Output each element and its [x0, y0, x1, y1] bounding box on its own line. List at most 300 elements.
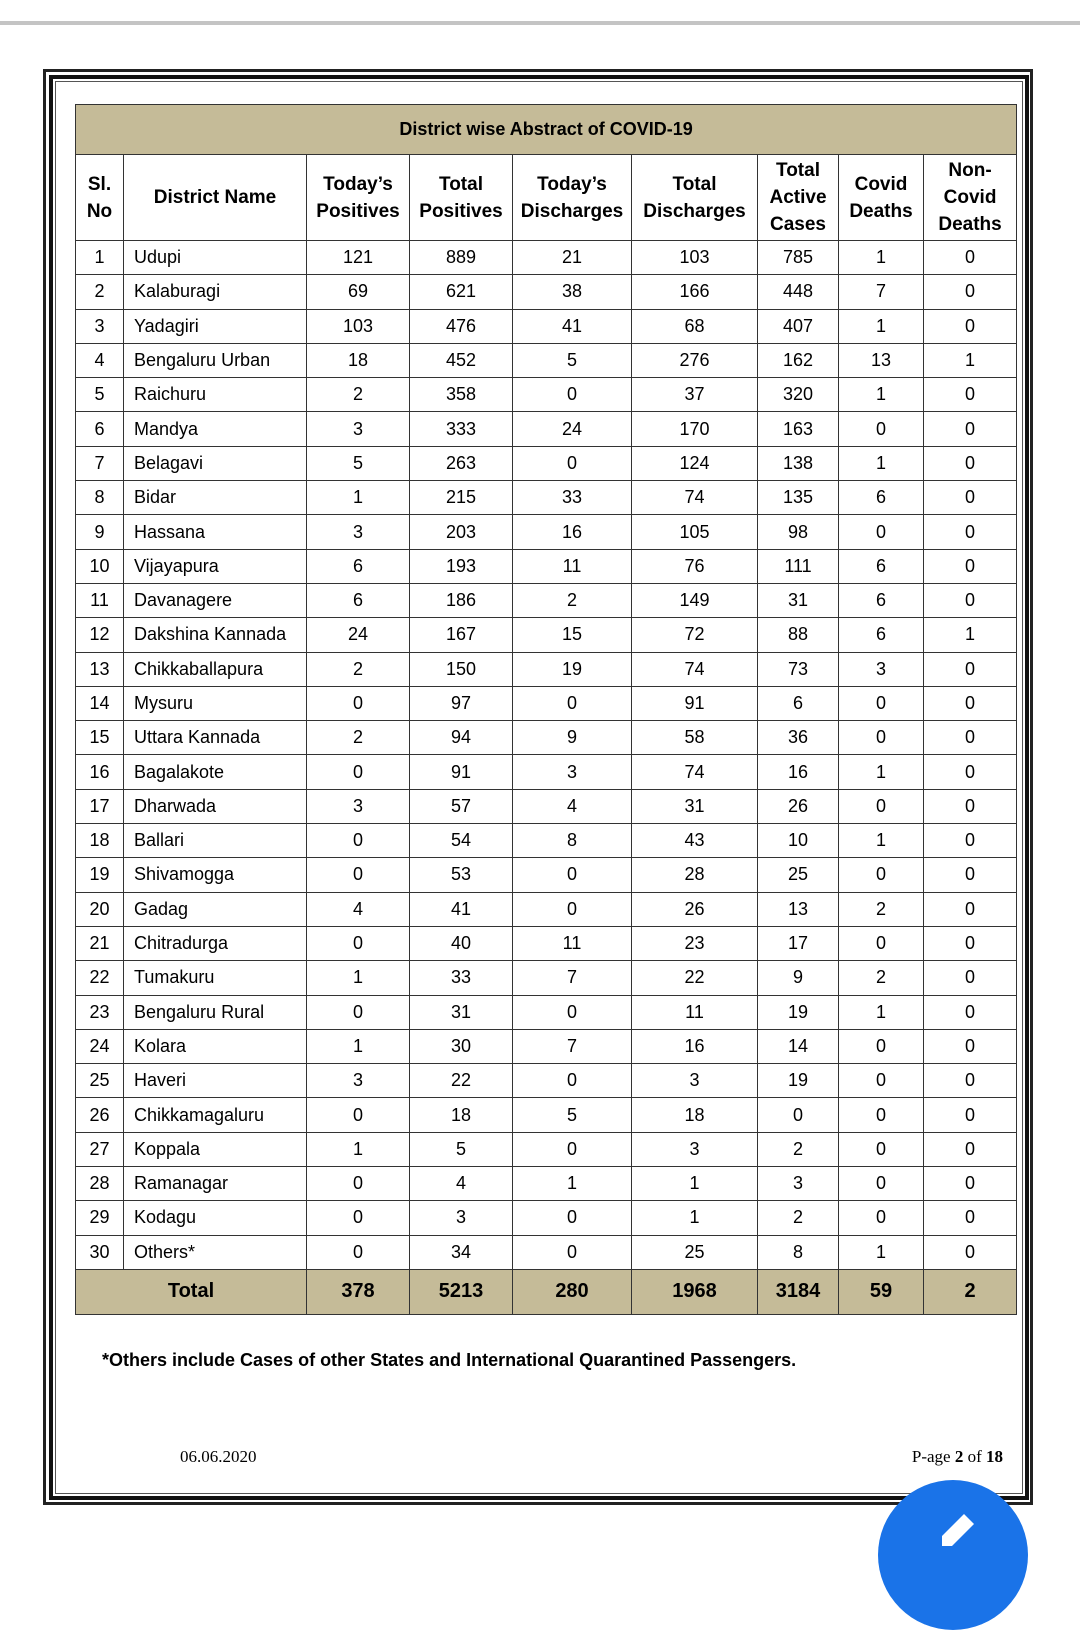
total-value: 280: [513, 1269, 632, 1314]
value-cell: 0: [924, 1064, 1017, 1098]
value-cell: 103: [307, 309, 410, 343]
total-row: [76, 1269, 1017, 1314]
column-header: Today’s Positives: [307, 155, 410, 241]
value-cell: 13: [839, 343, 924, 377]
total-value: 5213: [410, 1269, 513, 1314]
serial-cell: 4: [76, 343, 124, 377]
value-cell: 1: [839, 378, 924, 412]
serial-cell: 12: [76, 618, 124, 652]
value-cell: 163: [758, 412, 839, 446]
total-value: 59: [839, 1269, 924, 1314]
value-cell: 76: [632, 549, 758, 583]
district-cell: Bagalakote: [124, 755, 307, 789]
serial-cell: 17: [76, 789, 124, 823]
value-cell: 0: [513, 1201, 632, 1235]
column-header: Sl. No: [76, 155, 124, 241]
top-divider: [0, 21, 1080, 25]
value-cell: 0: [924, 549, 1017, 583]
page-prefix: P-age: [911, 1447, 955, 1466]
value-cell: 0: [839, 1098, 924, 1132]
value-cell: 33: [513, 481, 632, 515]
column-header: Covid Deaths: [839, 155, 924, 241]
value-cell: 135: [758, 481, 839, 515]
page-current: 2: [954, 1447, 964, 1466]
value-cell: 91: [410, 755, 513, 789]
table-row: [76, 755, 1017, 789]
value-cell: 41: [410, 892, 513, 926]
district-cell: Chitradurga: [124, 926, 307, 960]
value-cell: 0: [839, 926, 924, 960]
value-cell: 0: [513, 858, 632, 892]
value-cell: 3: [307, 412, 410, 446]
value-cell: 121: [307, 241, 410, 275]
value-cell: 69: [307, 275, 410, 309]
value-cell: 15: [513, 618, 632, 652]
district-cell: Ramanagar: [124, 1167, 307, 1201]
value-cell: 0: [839, 721, 924, 755]
value-cell: 57: [410, 789, 513, 823]
table-row: [76, 1132, 1017, 1166]
value-cell: 0: [924, 309, 1017, 343]
district-cell: Hassana: [124, 515, 307, 549]
value-cell: 0: [307, 926, 410, 960]
value-cell: 3: [758, 1167, 839, 1201]
table-row: [76, 995, 1017, 1029]
value-cell: 26: [758, 789, 839, 823]
value-cell: 1: [307, 481, 410, 515]
value-cell: 3: [513, 755, 632, 789]
value-cell: 0: [924, 1132, 1017, 1166]
table-row: [76, 618, 1017, 652]
district-cell: Kolara: [124, 1029, 307, 1063]
value-cell: 0: [307, 995, 410, 1029]
district-cell: Mysuru: [124, 686, 307, 720]
value-cell: 25: [632, 1235, 758, 1269]
table-row: [76, 275, 1017, 309]
value-cell: 407: [758, 309, 839, 343]
table-row: [76, 926, 1017, 960]
serial-cell: 10: [76, 549, 124, 583]
value-cell: 476: [410, 309, 513, 343]
serial-cell: 14: [76, 686, 124, 720]
page-number: [912, 1447, 1003, 1467]
value-cell: 88: [758, 618, 839, 652]
value-cell: 3: [307, 789, 410, 823]
district-cell: Tumakuru: [124, 961, 307, 995]
value-cell: 0: [839, 789, 924, 823]
value-cell: 4: [513, 789, 632, 823]
value-cell: 24: [307, 618, 410, 652]
serial-cell: 7: [76, 446, 124, 480]
table-row: [76, 378, 1017, 412]
serial-cell: 24: [76, 1029, 124, 1063]
value-cell: 28: [632, 858, 758, 892]
value-cell: 22: [410, 1064, 513, 1098]
table-row: [76, 309, 1017, 343]
value-cell: 11: [632, 995, 758, 1029]
district-cell: Raichuru: [124, 378, 307, 412]
value-cell: 16: [758, 755, 839, 789]
value-cell: 6: [307, 549, 410, 583]
serial-cell: 15: [76, 721, 124, 755]
district-cell: Kalaburagi: [124, 275, 307, 309]
value-cell: 13: [758, 892, 839, 926]
table-row: [76, 241, 1017, 275]
value-cell: 215: [410, 481, 513, 515]
serial-cell: 2: [76, 275, 124, 309]
value-cell: 5: [307, 446, 410, 480]
value-cell: 74: [632, 652, 758, 686]
value-cell: 0: [924, 481, 1017, 515]
value-cell: 3: [410, 1201, 513, 1235]
value-cell: 0: [307, 1201, 410, 1235]
district-cell: Chikkaballapura: [124, 652, 307, 686]
value-cell: 98: [758, 515, 839, 549]
value-cell: 18: [307, 343, 410, 377]
value-cell: 0: [839, 412, 924, 446]
column-header: District Name: [124, 155, 307, 241]
value-cell: 0: [839, 1132, 924, 1166]
value-cell: 170: [632, 412, 758, 446]
value-cell: 0: [924, 824, 1017, 858]
table-row: [76, 515, 1017, 549]
value-cell: 358: [410, 378, 513, 412]
value-cell: 263: [410, 446, 513, 480]
district-cell: Shivamogga: [124, 858, 307, 892]
table-row: [76, 549, 1017, 583]
district-cell: Gadag: [124, 892, 307, 926]
value-cell: 53: [410, 858, 513, 892]
value-cell: 149: [632, 583, 758, 617]
value-cell: 2: [307, 721, 410, 755]
value-cell: 23: [632, 926, 758, 960]
value-cell: 0: [924, 926, 1017, 960]
district-cell: Dakshina Kannada: [124, 618, 307, 652]
value-cell: 1: [839, 755, 924, 789]
column-header: Today’s Discharges: [513, 155, 632, 241]
table-row: [76, 892, 1017, 926]
serial-cell: 13: [76, 652, 124, 686]
column-header: Non-Covid Deaths: [924, 155, 1017, 241]
district-cell: Udupi: [124, 241, 307, 275]
value-cell: 18: [410, 1098, 513, 1132]
value-cell: 0: [513, 1132, 632, 1166]
value-cell: 8: [758, 1235, 839, 1269]
value-cell: 0: [307, 686, 410, 720]
value-cell: 19: [513, 652, 632, 686]
district-cell: Yadagiri: [124, 309, 307, 343]
value-cell: 6: [758, 686, 839, 720]
value-cell: 0: [924, 446, 1017, 480]
table-row: [76, 1029, 1017, 1063]
value-cell: 167: [410, 618, 513, 652]
district-cell: Koppala: [124, 1132, 307, 1166]
value-cell: 0: [924, 1167, 1017, 1201]
value-cell: 1: [839, 241, 924, 275]
serial-cell: 6: [76, 412, 124, 446]
value-cell: 5: [513, 1098, 632, 1132]
total-value: 2: [924, 1269, 1017, 1314]
value-cell: 0: [924, 1235, 1017, 1269]
value-cell: 31: [410, 995, 513, 1029]
value-cell: 0: [307, 858, 410, 892]
district-cell: Kodagu: [124, 1201, 307, 1235]
district-cell: Davanagere: [124, 583, 307, 617]
serial-cell: 9: [76, 515, 124, 549]
table-row: [76, 1235, 1017, 1269]
value-cell: 0: [513, 446, 632, 480]
value-cell: 0: [839, 686, 924, 720]
value-cell: 276: [632, 343, 758, 377]
value-cell: 124: [632, 446, 758, 480]
value-cell: 9: [513, 721, 632, 755]
value-cell: 889: [410, 241, 513, 275]
value-cell: 203: [410, 515, 513, 549]
value-cell: 3: [307, 515, 410, 549]
value-cell: 0: [513, 892, 632, 926]
total-value: 378: [307, 1269, 410, 1314]
total-label: Total: [76, 1269, 307, 1314]
table-row: [76, 652, 1017, 686]
value-cell: 11: [513, 926, 632, 960]
value-cell: 3: [307, 1064, 410, 1098]
value-cell: 1: [513, 1167, 632, 1201]
value-cell: 0: [924, 686, 1017, 720]
value-cell: 166: [632, 275, 758, 309]
table-title: District wise Abstract of COVID-19: [76, 105, 1017, 155]
serial-cell: 18: [76, 824, 124, 858]
column-header: Total Positives: [410, 155, 513, 241]
district-cell: Haveri: [124, 1064, 307, 1098]
value-cell: 73: [758, 652, 839, 686]
value-cell: 0: [924, 275, 1017, 309]
value-cell: 8: [513, 824, 632, 858]
value-cell: 74: [632, 481, 758, 515]
table-row: [76, 446, 1017, 480]
value-cell: 0: [924, 378, 1017, 412]
value-cell: 2: [307, 652, 410, 686]
value-cell: 34: [410, 1235, 513, 1269]
value-cell: 448: [758, 275, 839, 309]
district-cell: Bengaluru Urban: [124, 343, 307, 377]
value-cell: 19: [758, 1064, 839, 1098]
value-cell: 0: [924, 961, 1017, 995]
value-cell: 97: [410, 686, 513, 720]
value-cell: 621: [410, 275, 513, 309]
report-date: 06.06.2020: [180, 1447, 257, 1466]
value-cell: 6: [839, 549, 924, 583]
value-cell: 1: [839, 446, 924, 480]
value-cell: 6: [839, 618, 924, 652]
value-cell: 68: [632, 309, 758, 343]
serial-cell: 5: [76, 378, 124, 412]
table-row: [76, 1064, 1017, 1098]
value-cell: 320: [758, 378, 839, 412]
value-cell: 2: [307, 378, 410, 412]
value-cell: 72: [632, 618, 758, 652]
value-cell: 0: [924, 858, 1017, 892]
value-cell: 30: [410, 1029, 513, 1063]
value-cell: 1: [924, 618, 1017, 652]
value-cell: 18: [632, 1098, 758, 1132]
value-cell: 103: [632, 241, 758, 275]
value-cell: 0: [839, 858, 924, 892]
value-cell: 1: [839, 1235, 924, 1269]
table-row: [76, 583, 1017, 617]
covid-district-table: [75, 104, 1017, 1315]
page-of: of: [963, 1447, 986, 1466]
value-cell: 0: [924, 1029, 1017, 1063]
value-cell: 1: [632, 1167, 758, 1201]
value-cell: 25: [758, 858, 839, 892]
value-cell: 14: [758, 1029, 839, 1063]
value-cell: 43: [632, 824, 758, 858]
value-cell: 7: [513, 1029, 632, 1063]
district-cell: Dharwada: [124, 789, 307, 823]
value-cell: 91: [632, 686, 758, 720]
district-cell: Belagavi: [124, 446, 307, 480]
column-header: Total Discharges: [632, 155, 758, 241]
value-cell: 2: [513, 583, 632, 617]
value-cell: 0: [924, 755, 1017, 789]
serial-cell: 23: [76, 995, 124, 1029]
value-cell: 0: [758, 1098, 839, 1132]
value-cell: 26: [632, 892, 758, 926]
value-cell: 0: [839, 1201, 924, 1235]
value-cell: 0: [307, 1235, 410, 1269]
district-cell: Bidar: [124, 481, 307, 515]
serial-cell: 25: [76, 1064, 124, 1098]
value-cell: 16: [513, 515, 632, 549]
value-cell: 186: [410, 583, 513, 617]
table-row: [76, 1167, 1017, 1201]
pencil-icon: [938, 1510, 978, 1550]
value-cell: 138: [758, 446, 839, 480]
district-cell: Vijayapura: [124, 549, 307, 583]
value-cell: 1: [839, 995, 924, 1029]
value-cell: 40: [410, 926, 513, 960]
serial-cell: 27: [76, 1132, 124, 1166]
table-row: [76, 412, 1017, 446]
table-row: [76, 481, 1017, 515]
value-cell: 193: [410, 549, 513, 583]
value-cell: 10: [758, 824, 839, 858]
value-cell: 2: [758, 1132, 839, 1166]
edit-fab-button[interactable]: [878, 1480, 1028, 1630]
value-cell: 22: [632, 961, 758, 995]
value-cell: 0: [839, 1167, 924, 1201]
total-value: 1968: [632, 1269, 758, 1314]
value-cell: 150: [410, 652, 513, 686]
serial-cell: 28: [76, 1167, 124, 1201]
value-cell: 0: [513, 378, 632, 412]
table-row: [76, 824, 1017, 858]
serial-cell: 16: [76, 755, 124, 789]
value-cell: 0: [924, 995, 1017, 1029]
value-cell: 11: [513, 549, 632, 583]
value-cell: 0: [924, 583, 1017, 617]
value-cell: 0: [513, 995, 632, 1029]
value-cell: 0: [513, 1064, 632, 1098]
value-cell: 38: [513, 275, 632, 309]
serial-cell: 11: [76, 583, 124, 617]
value-cell: 162: [758, 343, 839, 377]
value-cell: 0: [924, 412, 1017, 446]
value-cell: 0: [839, 1064, 924, 1098]
serial-cell: 30: [76, 1235, 124, 1269]
value-cell: 31: [632, 789, 758, 823]
value-cell: 0: [307, 824, 410, 858]
serial-cell: 8: [76, 481, 124, 515]
footnote: *Others include Cases of other States and International Quarantined Passengers.: [102, 1350, 797, 1370]
value-cell: 0: [307, 755, 410, 789]
serial-cell: 3: [76, 309, 124, 343]
value-cell: 0: [924, 892, 1017, 926]
column-header: Total Active Cases: [758, 155, 839, 241]
value-cell: 333: [410, 412, 513, 446]
value-cell: 0: [924, 721, 1017, 755]
serial-cell: 21: [76, 926, 124, 960]
value-cell: 111: [758, 549, 839, 583]
district-cell: Mandya: [124, 412, 307, 446]
district-cell: Bengaluru Rural: [124, 995, 307, 1029]
serial-cell: 22: [76, 961, 124, 995]
value-cell: 1: [307, 1132, 410, 1166]
value-cell: 1: [307, 961, 410, 995]
value-cell: 0: [307, 1167, 410, 1201]
value-cell: 0: [924, 515, 1017, 549]
value-cell: 105: [632, 515, 758, 549]
value-cell: 24: [513, 412, 632, 446]
value-cell: 17: [758, 926, 839, 960]
table-row: [76, 789, 1017, 823]
value-cell: 0: [924, 241, 1017, 275]
district-cell: Ballari: [124, 824, 307, 858]
value-cell: 0: [513, 1235, 632, 1269]
value-cell: 7: [513, 961, 632, 995]
value-cell: 0: [513, 686, 632, 720]
value-cell: 785: [758, 241, 839, 275]
value-cell: 0: [924, 1098, 1017, 1132]
value-cell: 2: [839, 961, 924, 995]
value-cell: 33: [410, 961, 513, 995]
value-cell: 0: [924, 1201, 1017, 1235]
value-cell: 1: [924, 343, 1017, 377]
value-cell: 1: [839, 824, 924, 858]
value-cell: 3: [632, 1064, 758, 1098]
table-row: [76, 1201, 1017, 1235]
value-cell: 41: [513, 309, 632, 343]
serial-cell: 19: [76, 858, 124, 892]
value-cell: 31: [758, 583, 839, 617]
table-row: [76, 1098, 1017, 1132]
value-cell: 452: [410, 343, 513, 377]
value-cell: 7: [839, 275, 924, 309]
value-cell: 21: [513, 241, 632, 275]
value-cell: 2: [839, 892, 924, 926]
value-cell: 1: [307, 1029, 410, 1063]
value-cell: 0: [924, 789, 1017, 823]
value-cell: 6: [839, 583, 924, 617]
value-cell: 3: [632, 1132, 758, 1166]
table-row: [76, 686, 1017, 720]
table-row: [76, 961, 1017, 995]
value-cell: 6: [307, 583, 410, 617]
serial-cell: 20: [76, 892, 124, 926]
table-row: [76, 343, 1017, 377]
value-cell: 0: [839, 515, 924, 549]
value-cell: 0: [924, 652, 1017, 686]
